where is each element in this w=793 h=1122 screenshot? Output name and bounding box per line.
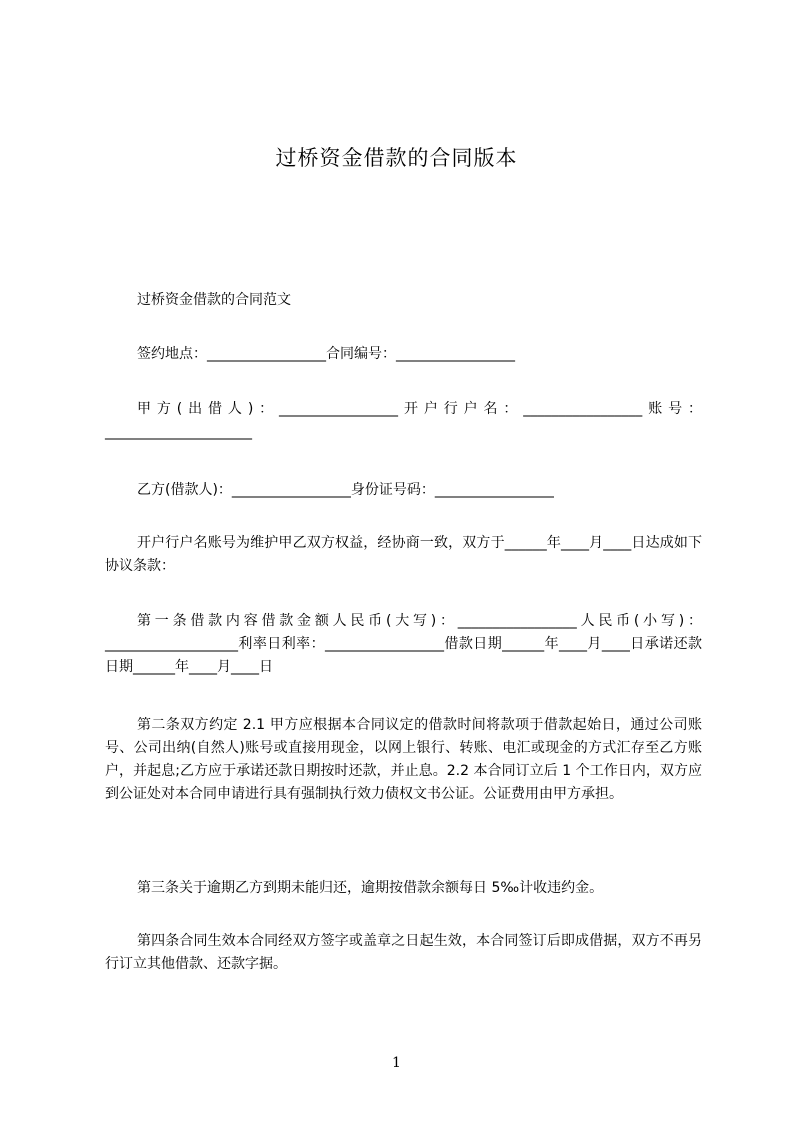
- page-number: 1: [392, 1055, 401, 1071]
- paragraph-article-4: 第四条合同生效本合同经双方签字或盖章之日起生效，本合同签订后即成借据，双方不再另行订立其他借款、还款字据。: [105, 933, 702, 972]
- paragraph-party-a: 甲方(出借人)：_________________开户行户名：_________________账号：_____________________: [105, 401, 702, 440]
- paragraph-article-2: 第二条双方约定 2.1 甲方应根据本合同议定的借款时间将款项于借款起始日，通过公司账号、公司出纳(自然人)账号或直接用现金，以网上银行、转账、电汇或现金的方式汇存至乙方账户，并起息;乙方应于承诺还款日期按时还款，并止息。2.2 本合同订立后 1 个工作日内，双方应到公证处对本合同申请进行具有强制执行效力债权文书公证。公证费用由甲方承担。: [105, 717, 702, 802]
- paragraph-article-3: 第三条关于逾期乙方到期未能归还，逾期按借款余额每日 5‰计收违约金。: [137, 880, 604, 896]
- paragraph-party-b: 乙方(借款人)：_________________身份证号码：_________________: [137, 482, 554, 498]
- document-title: 过桥资金借款的合同版本: [275, 146, 518, 170]
- paragraph-article-1: 第一条借款内容借款金额人民币(大写)：_________________人民币(小写)：___________________利率日利率：_________________借款日期______年____月____日承诺还款日期______年____月____日: [105, 613, 702, 675]
- paragraph-subtitle: 过桥资金借款的合同范文: [137, 292, 291, 308]
- paragraph-signing-place: 签约地点：_________________合同编号：_________________: [137, 346, 515, 362]
- paragraph-agreement-intro: 开户行户名账号为维护甲乙双方权益，经协商一致，双方于______年____月____日达成如下协议条款：: [105, 535, 702, 574]
